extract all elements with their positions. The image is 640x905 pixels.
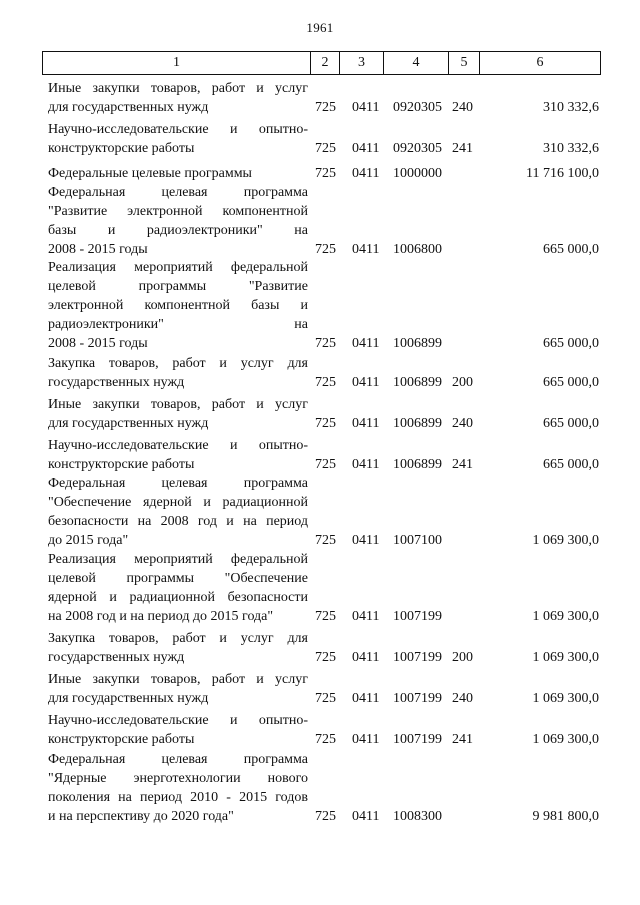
row-name-line: конструкторские работы (48, 457, 195, 472)
cell-ved: 725 (315, 732, 336, 747)
cell-ved: 725 (315, 416, 336, 431)
cell-csr: 1006800 (393, 242, 442, 257)
page-number: 1961 (306, 20, 334, 35)
cell-csr: 1006899 (393, 375, 442, 390)
cell-vr: 240 (452, 691, 473, 706)
cell-ved: 725 (315, 609, 336, 624)
cell-ved: 725 (315, 242, 336, 257)
row-name-line: 2008 - 2015 годы (48, 336, 148, 351)
row-name-line: Закупка товаров, работ и услуг для (48, 356, 308, 371)
row-name-line: "Ядерные энерготехнологии нового (48, 771, 308, 786)
row-name-line: Закупка товаров, работ и услуг для (48, 631, 308, 646)
cell-rz: 0411 (352, 457, 380, 472)
row-name-line: безопасности на 2008 год и на период (48, 514, 308, 529)
row-name-line: Федеральная целевая программа (48, 752, 308, 767)
cell-csr: 1007199 (393, 609, 442, 624)
row-name-line: государственных нужд (48, 375, 185, 390)
cell-vr: 241 (452, 732, 473, 747)
row-name-line: Федеральная целевая программа (48, 185, 308, 200)
row-name-line: конструкторские работы (48, 141, 195, 156)
row-name-line: Иные закупки товаров, работ и услуг (48, 397, 308, 412)
cell-rz: 0411 (352, 732, 380, 747)
row-name-line: "Развитие электронной компонентной (48, 204, 308, 219)
row-name-line: Реализация мероприятий федеральной (48, 260, 308, 275)
cell-sum: 1 069 300,0 (532, 609, 599, 624)
row-name (48, 750, 308, 826)
cell-rz: 0411 (352, 691, 380, 706)
column-header-5: 5 (449, 52, 480, 75)
cell-csr: 1006899 (393, 416, 442, 431)
row-name-line: поколения на период 2010 - 2015 годов (48, 790, 308, 805)
row-name-line: и на перспективу до 2020 года" (48, 809, 234, 824)
row-name-line: Иные закупки товаров, работ и услуг (48, 81, 308, 96)
row-name-line: на 2008 год и на период до 2015 года" (48, 609, 274, 624)
cell-sum: 665 000,0 (543, 375, 599, 390)
cell-sum: 310 332,6 (543, 141, 599, 156)
cell-vr: 240 (452, 416, 473, 431)
cell-rz: 0411 (352, 375, 380, 390)
cell-sum: 665 000,0 (543, 336, 599, 351)
row-name-line: Реализация мероприятий федеральной (48, 552, 308, 567)
cell-ved: 725 (315, 650, 336, 665)
cell-rz: 0411 (352, 100, 380, 115)
row-name-line: Научно-исследовательские и опытно- (48, 438, 308, 453)
column-header-4: 4 (384, 52, 449, 75)
cell-ved: 725 (315, 166, 336, 181)
cell-ved: 725 (315, 375, 336, 390)
cell-sum: 11 716 100,0 (526, 166, 599, 181)
row-name-line: для государственных нужд (48, 100, 209, 115)
column-header-3: 3 (340, 52, 384, 75)
cell-vr: 241 (452, 141, 473, 156)
cell-vr: 200 (452, 650, 473, 665)
row-name-line: для государственных нужд (48, 416, 209, 431)
cell-rz: 0411 (352, 416, 380, 431)
row-name-line: Научно-исследовательские и опытно- (48, 713, 308, 728)
row-name-line: государственных нужд (48, 650, 185, 665)
cell-csr: 1007199 (393, 732, 442, 747)
cell-sum: 1 069 300,0 (532, 650, 599, 665)
cell-csr: 1007100 (393, 533, 442, 548)
cell-sum: 665 000,0 (543, 416, 599, 431)
cell-sum: 310 332,6 (543, 100, 599, 115)
cell-ved: 725 (315, 141, 336, 156)
cell-vr: 240 (452, 100, 473, 115)
row-name-line: целевой программы "Развитие (48, 279, 308, 294)
cell-sum: 665 000,0 (543, 242, 599, 257)
cell-sum: 665 000,0 (543, 457, 599, 472)
cell-ved: 725 (315, 691, 336, 706)
column-header-2: 2 (311, 52, 340, 75)
row-name-line: Федеральная целевая программа (48, 476, 308, 491)
cell-csr: 1006899 (393, 457, 442, 472)
cell-csr: 1000000 (393, 166, 442, 181)
cell-sum: 1 069 300,0 (532, 533, 599, 548)
row-name-line: 2008 - 2015 годы (48, 242, 148, 257)
row-name-line: ядерной и радиационной безопасности (48, 590, 308, 605)
row-name-line: электронной компонентной базы и (48, 298, 308, 313)
cell-ved: 725 (315, 533, 336, 548)
row-name-line: конструкторские работы (48, 732, 195, 747)
cell-ved: 725 (315, 809, 336, 824)
cell-rz: 0411 (352, 650, 380, 665)
cell-rz: 0411 (352, 609, 380, 624)
cell-ved: 725 (315, 100, 336, 115)
row-name-line: Иные закупки товаров, работ и услуг (48, 672, 308, 687)
cell-vr: 241 (452, 457, 473, 472)
cell-sum: 1 069 300,0 (532, 691, 599, 706)
row-name-line: до 2015 года" (48, 533, 129, 548)
column-header-1: 1 (43, 52, 311, 75)
cell-rz: 0411 (352, 141, 380, 156)
row-name-line: Федеральные целевые программы (48, 166, 252, 181)
cell-csr: 1006899 (393, 336, 442, 351)
cell-rz: 0411 (352, 336, 380, 351)
cell-sum: 9 981 800,0 (532, 809, 599, 824)
cell-csr: 0920305 (393, 100, 442, 115)
row-name-line: базы и радиоэлектроники" на (48, 223, 308, 238)
cell-csr: 1008300 (393, 809, 442, 824)
row-name-line: для государственных нужд (48, 691, 209, 706)
row-name-line: радиоэлектроники" на (48, 317, 308, 332)
row-name-line: целевой программы "Обеспечение (48, 571, 308, 586)
row-name-line: Научно-исследовательские и опытно- (48, 122, 308, 137)
cell-csr: 1007199 (393, 650, 442, 665)
cell-sum: 1 069 300,0 (532, 732, 599, 747)
cell-vr: 200 (452, 375, 473, 390)
cell-rz: 0411 (352, 242, 380, 257)
cell-ved: 725 (315, 336, 336, 351)
column-header-6: 6 (480, 52, 601, 75)
cell-rz: 0411 (352, 533, 380, 548)
cell-rz: 0411 (352, 166, 380, 181)
row-name-line: "Обеспечение ядерной и радиационной (48, 495, 308, 510)
cell-csr: 1007199 (393, 691, 442, 706)
cell-rz: 0411 (352, 809, 380, 824)
cell-csr: 0920305 (393, 141, 442, 156)
cell-ved: 725 (315, 457, 336, 472)
